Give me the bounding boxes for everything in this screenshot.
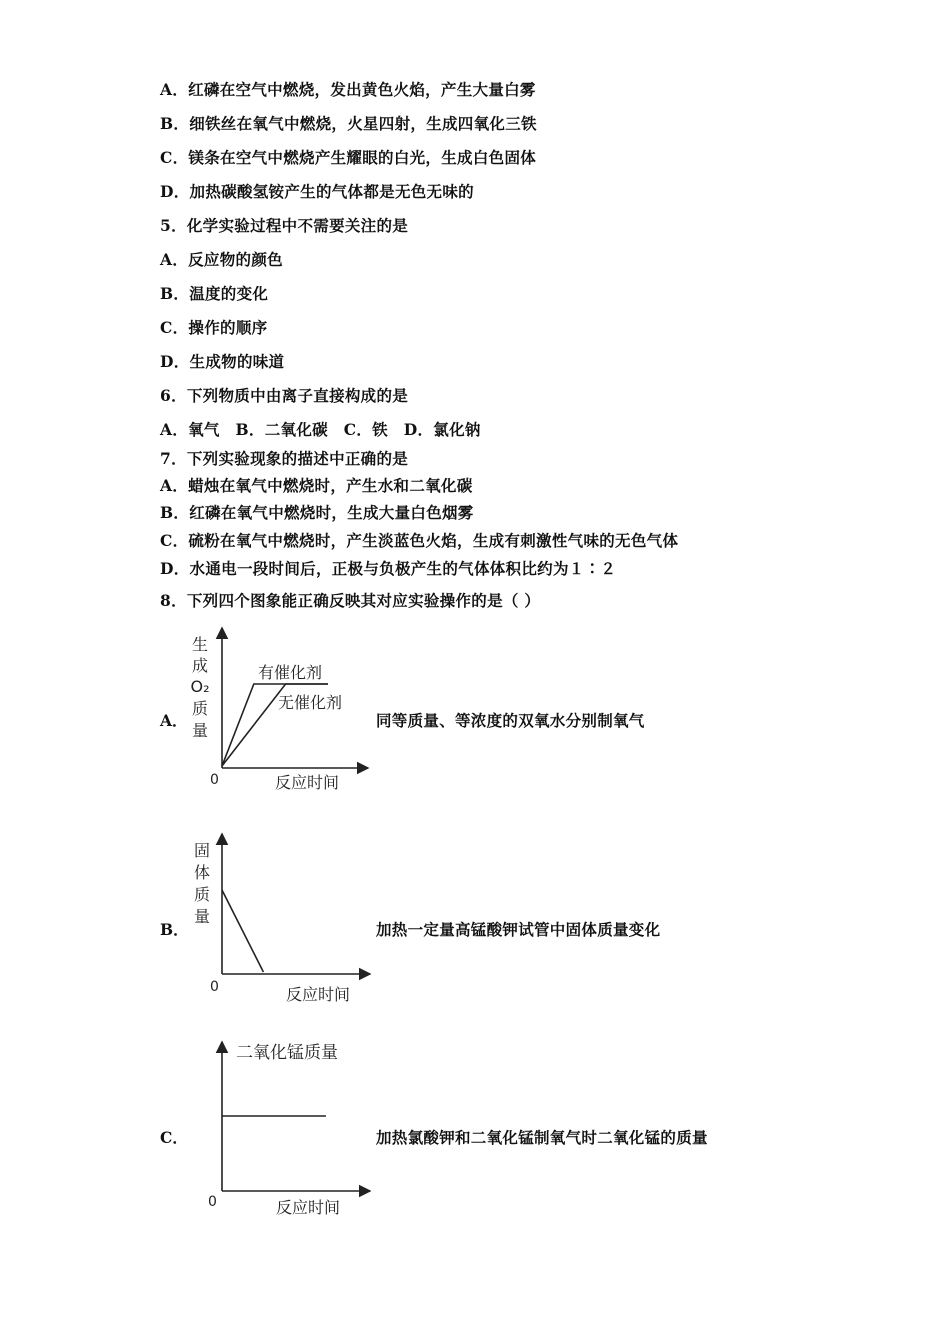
q7-option-a: A．蜡烛在氧气中燃烧时，产生水和二氧化碳: [160, 476, 473, 495]
y-axis-label: [194, 841, 210, 926]
chart-c: [180, 1036, 380, 1221]
q8-stem: 8．下列四个图象能正确反映其对应实验操作的是（ ）: [160, 591, 541, 610]
origin-label: 0: [210, 772, 219, 788]
q4-option-a: A．红磷在空气中燃烧，发出黄色火焰，产生大量白雾: [160, 80, 536, 99]
q7-option-c: C．硫粉在氧气中燃烧时，产生淡蓝色火焰，生成有刺激性气味的无色气体: [160, 531, 679, 550]
q5-stem: 5．化学实验过程中不需要关注的是: [160, 216, 409, 235]
y-label-char: 量: [191, 721, 209, 740]
y-label-char: 量: [193, 907, 211, 926]
q5-option-a: A．反应物的颜色: [160, 250, 283, 269]
origin-label: 0: [208, 1194, 217, 1210]
q5-option-c: C．操作的顺序: [160, 318, 268, 337]
y-label-char: 体: [193, 863, 211, 882]
q4-option-c: C．镁条在空气中燃烧产生耀眼的白光，生成白色固体: [160, 148, 537, 167]
x-axis-label: 反应时间: [275, 773, 340, 792]
q7-stem: 7．下列实验现象的描述中正确的是: [160, 449, 409, 468]
q5-option-b: B．温度的变化: [160, 284, 269, 303]
q7-option-d: D．水通电一段时间后，正极与负极产生的气体体积比约为１∶２: [160, 559, 617, 578]
y-label-char: 生: [191, 635, 209, 654]
q8-option-c-caption: 加热氯酸钾和二氧化锰制氧气时二氧化锰的质量: [376, 1128, 708, 1147]
x-axis-label: 反应时间: [286, 985, 351, 1004]
q6-stem: 6．下列物质中由离子直接构成的是: [160, 386, 409, 405]
q8-option-b-caption: 加热一定量高锰酸钾试管中固体质量变化: [376, 920, 661, 939]
q8-option-a-caption: 同等质量、等浓度的双氧水分别制氧气: [376, 711, 645, 730]
series-label-catalyst: 有催化剂: [258, 663, 323, 682]
y-label-char: O₂: [190, 677, 210, 696]
y-label-char: 质: [193, 885, 211, 904]
y-label-char: 质: [191, 699, 209, 718]
y-label-char: 成: [191, 656, 209, 675]
q5-option-d: D．生成物的味道: [160, 352, 285, 371]
q8-option-a-label: A．: [160, 711, 188, 730]
q6-options: A．氧气 B．二氧化碳 C．铁 D．氯化钠: [160, 420, 481, 439]
series-line-1: [222, 890, 263, 972]
x-axis-label: 反应时间: [276, 1198, 341, 1217]
series-label-no-catalyst: 无催化剂: [278, 693, 343, 712]
q4-option-b: B．细铁丝在氧气中燃烧，火星四射，生成四氧化三铁: [160, 114, 537, 133]
q8-option-b-label: B．: [160, 920, 189, 939]
q4-option-d: D．加热碳酸氢铵产生的气体都是无色无味的: [160, 182, 474, 201]
chart-a: [180, 620, 380, 800]
y-axis-label: 二氧化锰质量: [236, 1043, 338, 1063]
q8-option-c-label: C．: [160, 1128, 188, 1147]
q7-option-b: B．红磷在氧气中燃烧时，生成大量白色烟雾: [160, 503, 474, 522]
origin-label: 0: [210, 979, 219, 995]
y-label-char: 固: [193, 841, 211, 860]
chart-b: [180, 828, 380, 1008]
y-axis-label: [190, 635, 209, 740]
